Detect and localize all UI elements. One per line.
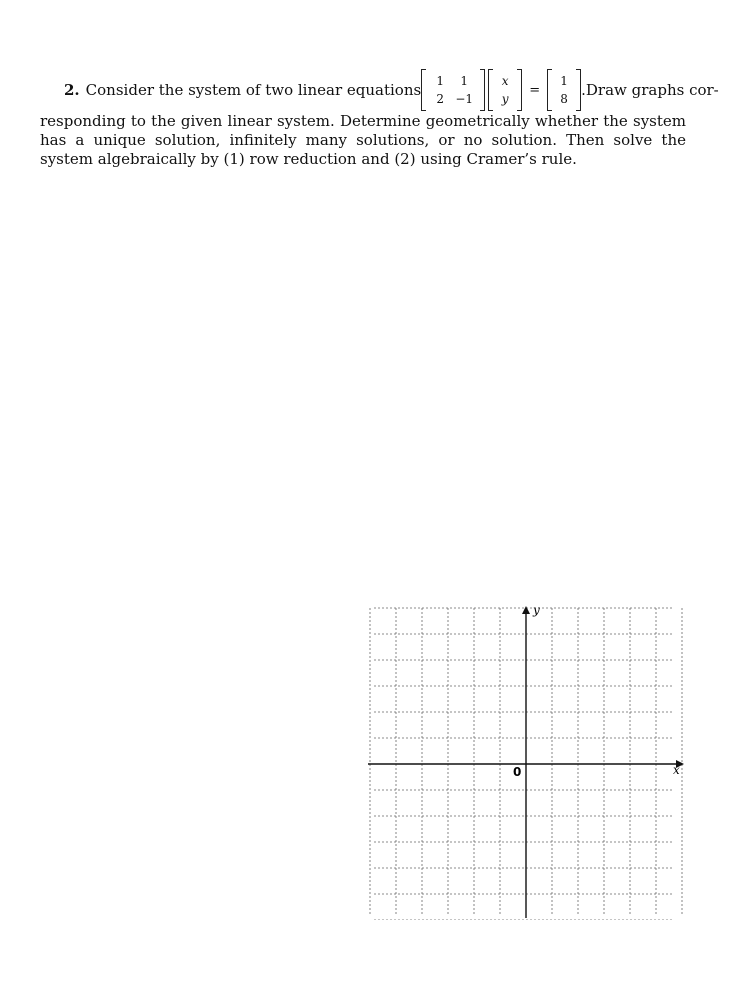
vector-x bbox=[493, 72, 517, 108]
matrix-a bbox=[426, 72, 480, 108]
equals-sign: = bbox=[529, 82, 541, 98]
matrix-a-cell: 1 bbox=[436, 73, 444, 88]
matrix-equation bbox=[421, 68, 586, 112]
problem-continuation-text: responding to the given linear system. Determine geometrically whether the system has a unique solution, infinitely many solutions, or no solution. Then solve the system algebraically by (1) row reduction and (2) using Cramer’s rule. bbox=[40, 112, 686, 168]
matrix-a-cell: 2 bbox=[436, 91, 444, 106]
matrix-a-cell: −1 bbox=[455, 91, 474, 106]
vector-x-cell: x bbox=[501, 73, 509, 88]
x-axis-label: x bbox=[673, 763, 680, 777]
grid-svg bbox=[366, 600, 686, 920]
origin-label: 0 bbox=[513, 765, 522, 779]
vector-x-right-bracket bbox=[517, 69, 522, 111]
vector-b bbox=[552, 72, 576, 108]
matrix-a-right-bracket bbox=[480, 69, 485, 111]
matrix-a-cell: 1 bbox=[460, 73, 468, 88]
matrix-period: . bbox=[581, 80, 586, 99]
problem-number: 2. bbox=[64, 80, 80, 99]
y-axis-arrow-icon bbox=[522, 606, 530, 614]
problem-2 bbox=[40, 68, 719, 169]
vector-b-cell: 8 bbox=[560, 91, 568, 106]
vector-x-cell: y bbox=[501, 91, 509, 106]
y-axis-label: y bbox=[533, 603, 540, 617]
coordinate-grid bbox=[366, 600, 686, 920]
problem-first-line bbox=[40, 68, 719, 112]
after-matrix-text: Draw graphs cor- bbox=[585, 80, 719, 99]
problem-lead-text: Consider the system of two linear equations bbox=[85, 80, 422, 99]
vector-b-cell: 1 bbox=[560, 73, 568, 88]
